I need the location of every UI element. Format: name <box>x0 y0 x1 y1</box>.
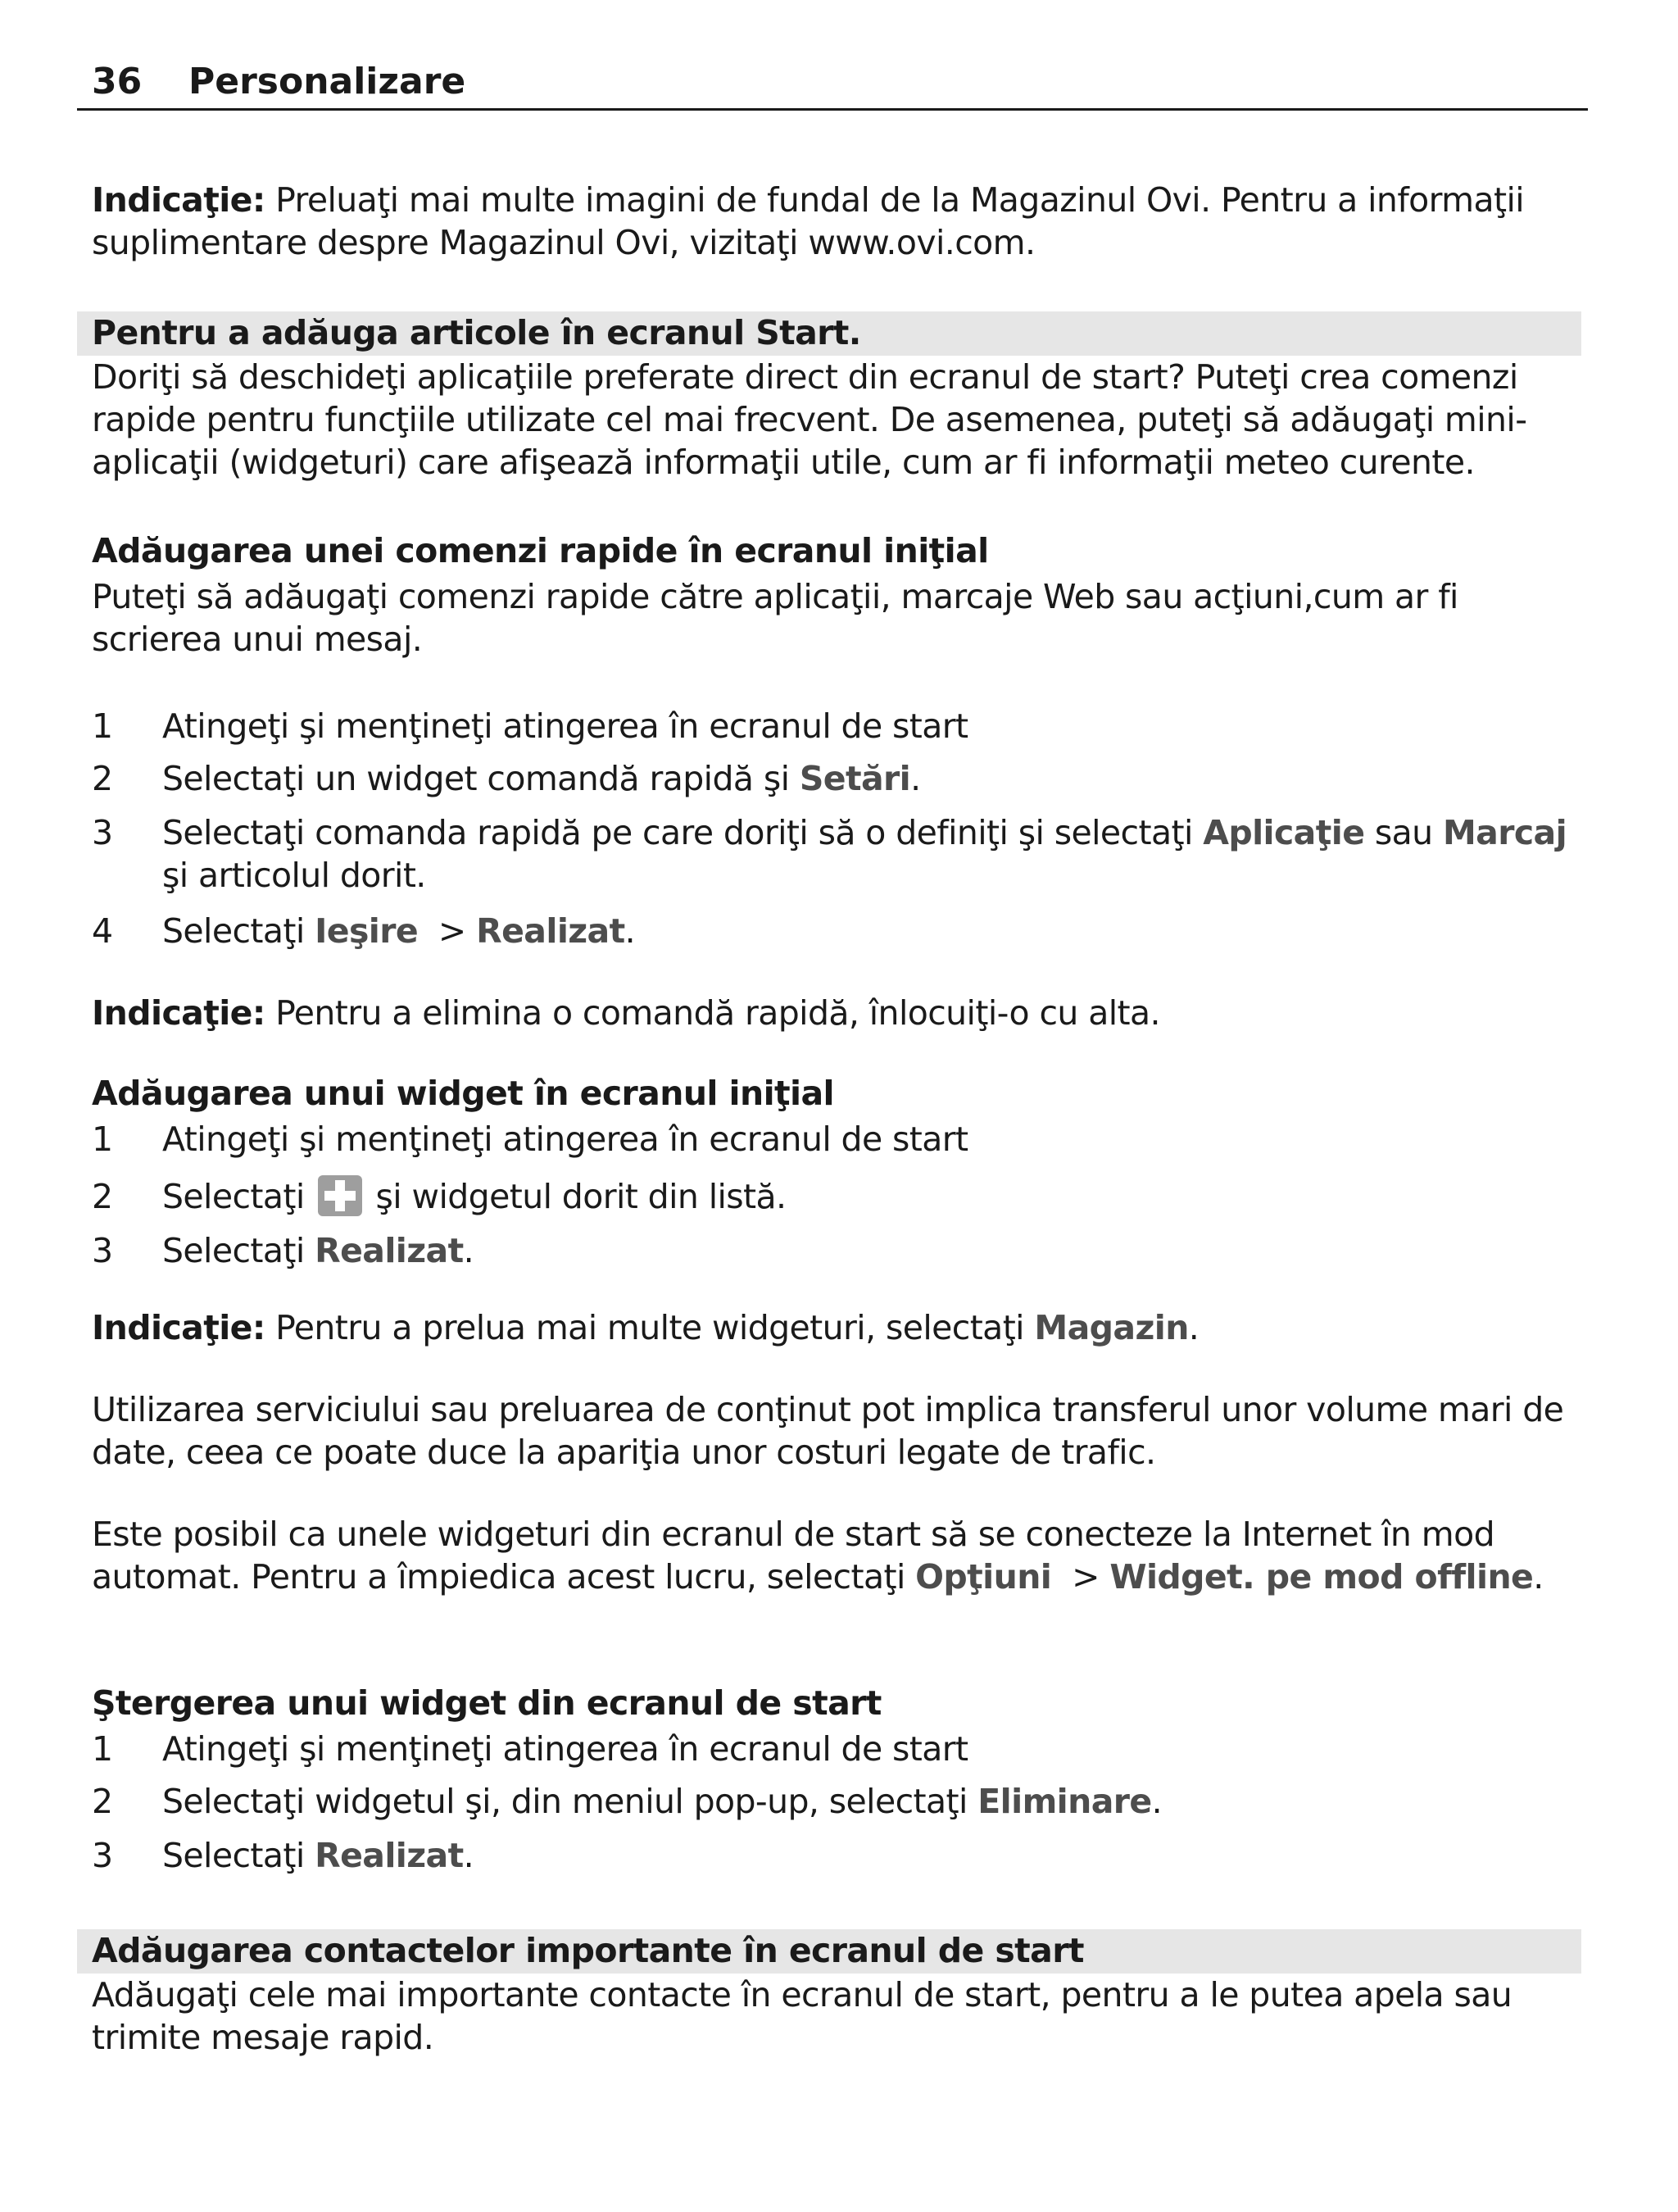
delete-widget-subsection <box>92 1682 1581 1877</box>
section-heading: Adăugarea contactelor importante în ecranul de start <box>92 1931 1084 1970</box>
ui-term: Marcaj <box>1442 813 1567 852</box>
ui-term: Eliminare <box>977 1782 1152 1821</box>
subsection-heading: Ştergerea unui widget din ecranul de start <box>92 1683 882 1723</box>
subsection-heading: Adăugarea unui widget în ecranul iniţial <box>92 1074 835 1113</box>
list-item: 1 Atingeţi şi menţineţi atingerea în ecranul de start <box>92 1120 968 1159</box>
page-number: 36 <box>92 61 143 102</box>
shortcut-steps <box>92 705 1581 952</box>
widget-subsection <box>92 1072 1581 1272</box>
tip-more-widgets: Indicaţie: Pentru a prelua mai multe widgeturi, selectaţi Magazin. <box>92 1308 1200 1347</box>
running-header <box>77 59 1588 111</box>
offline-note: Este posibil ca unele widgeturi din ecranul de start să se conecteze la Internet în mod automat. Pentru a împiedica acest lucru, selectaţi Opţiuni > Widget. pe mod offline. <box>92 1515 1544 1597</box>
tip-label: Indicaţie: <box>92 1308 265 1347</box>
tip-text: Preluaţi mai multe imagini de fundal de la Magazinul Ovi. Pentru a informaţii suplimentare despre Magazinul Ovi, vizitaţi www.ovi.com. <box>92 180 1525 262</box>
list-item: 2 Selectaţi widgetul şi, din meniul pop-up, selectaţi Eliminare. <box>92 1782 1163 1821</box>
tip-label: Indicaţie: <box>92 180 265 220</box>
tip-wallpapers <box>92 179 1581 264</box>
subsection-intro: Puteţi să adăugaţi comenzi rapide către aplicaţii, marcaje Web sau acţiuni,cum ar fi scrierea unui mesaj. <box>92 577 1458 659</box>
data-cost-note: Utilizarea serviciului sau preluarea de conţinut pot implica transferul unor volume mari de date, ceea ce poate duce la apariţia unor costuri legate de trafic. <box>92 1390 1564 1472</box>
list-item: 3 Selectaţi comanda rapidă pe care doriţi să o definiţi şi selectaţi Aplicaţie sau Marcaj şi articolul dorit. <box>92 813 1567 895</box>
shortcut-subsection <box>92 529 1581 661</box>
list-item: 3 Selectaţi Realizat. <box>92 1231 474 1270</box>
tip-label: Indicaţie: <box>92 993 265 1033</box>
ui-term: Opţiuni <box>915 1557 1052 1597</box>
ui-term: Aplicaţie <box>1203 813 1365 852</box>
list-item: 1 Atingeţi şi menţineţi atingerea în ecranul de start <box>92 1729 968 1769</box>
list-item: 4 Selectaţi Ieşire > Realizat. <box>92 911 636 951</box>
list-item: 1 Atingeţi şi menţineţi atingerea în ecranul de start <box>92 706 968 746</box>
section-heading: Pentru a adăuga articole în ecranul Start. <box>92 313 861 352</box>
tip-remove-shortcut: Indicaţie: Pentru a elimina o comandă rapidă, înlocuiţi-o cu alta. <box>92 993 1160 1033</box>
ui-term: Widget. pe mod offline <box>1109 1557 1534 1597</box>
section-contacts <box>92 1929 1581 2059</box>
subsection-heading: Adăugarea unei comenzi rapide în ecranul iniţial <box>92 531 989 570</box>
plus-icon <box>318 1175 362 1216</box>
section-body: Adăugaţi cele mai importante contacte în ecranul de start, pentru a le putea apela sau trimite mesaje rapid. <box>92 1975 1512 2057</box>
list-item: 2 Selectaţi şi widgetul dorit din listă. <box>92 1177 787 1216</box>
section-body: Doriţi să deschideţi aplicaţiile preferate direct din ecranul de start? Puteţi crea comenzi rapide pentru funcţiile utilizate cel mai frecvent. De asemenea, puteţi să adăugaţi mini-aplicaţii (widgeturi) care afişează informaţii utile, cum ar fi informaţii meteo curente. <box>92 357 1527 482</box>
ui-term: Magazin <box>1034 1308 1189 1347</box>
ui-term: Realizat <box>476 911 625 951</box>
section-add-items <box>92 311 1581 484</box>
list-item: 2 Selectaţi un widget comandă rapidă şi Setări. <box>92 759 921 798</box>
ui-term: Setări <box>799 759 911 798</box>
ui-term: Realizat <box>315 1836 464 1875</box>
ui-term: Ieşire <box>315 911 419 951</box>
section-title: Personalizare <box>188 61 466 102</box>
ui-term: Realizat <box>315 1231 464 1270</box>
list-item: 3 Selectaţi Realizat. <box>92 1836 474 1875</box>
